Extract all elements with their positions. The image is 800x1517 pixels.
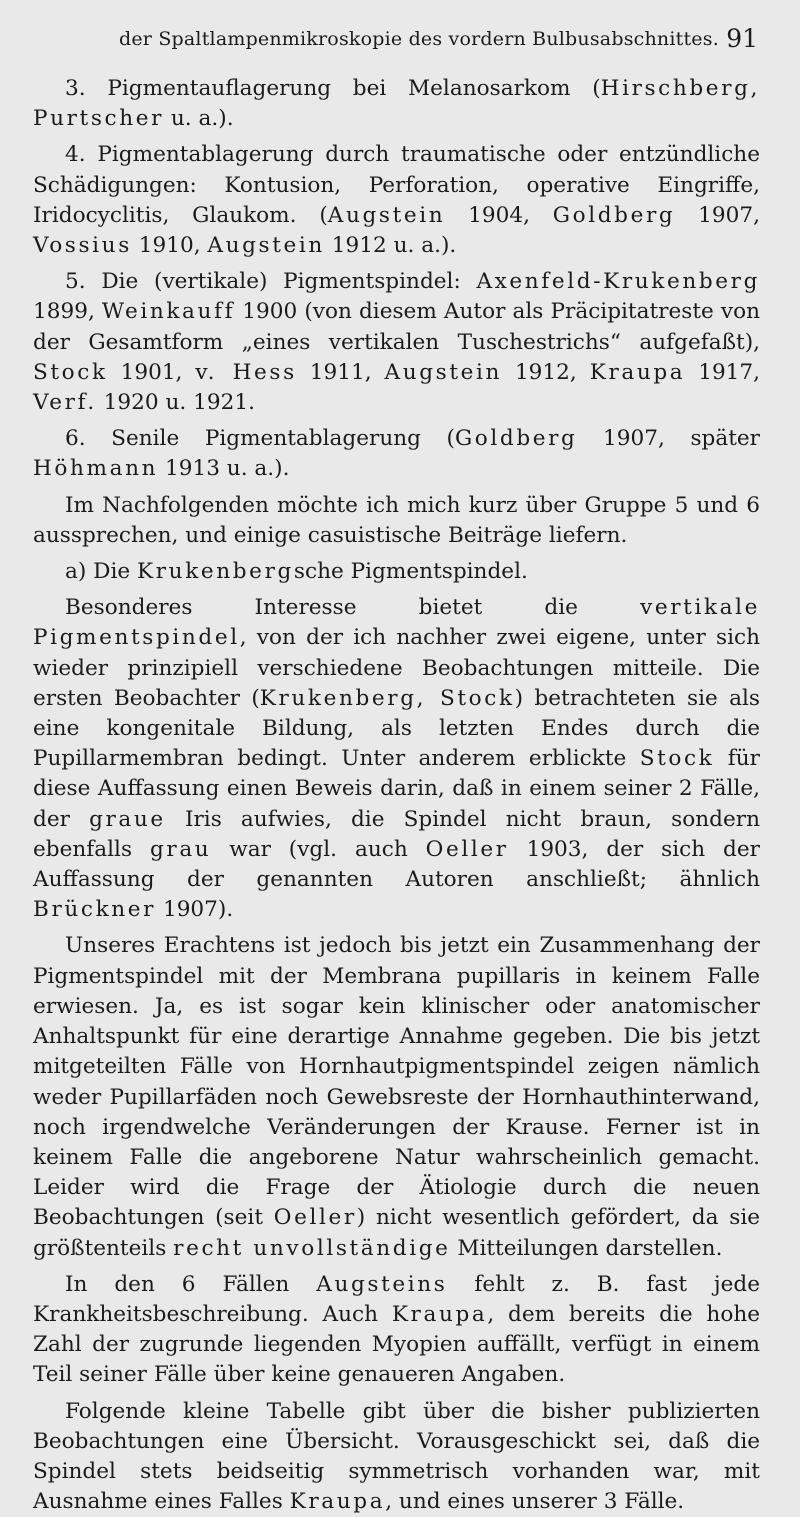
text-run: 1900 (von diesem Autor als Präcipitatreste von der Gesamtform „eines vertikalen Tuschestrichs“ aufgefaßt), — [33, 299, 760, 355]
text-run: 1907, — [675, 202, 760, 228]
text-run: Mitteilungen darstellen. — [450, 1235, 723, 1261]
text-run: ) betrachteten sie als eine kongenitale Bildung, als letzten Endes durch die Pupillarmembran bedingt. Unter anderem erblickte — [33, 685, 760, 772]
running-title: der Spaltlampenmikroskopie des vordern Bulbusabschnittes. — [119, 28, 719, 50]
text-run: 1899, — [33, 299, 102, 325]
text-run: 1912 u. a.). — [324, 233, 457, 259]
spaced-name: Augstein — [327, 202, 446, 228]
text-run: , und eines unserer 3 Fälle. — [385, 1489, 685, 1515]
text-run: 5. Die (vertikale) Pigmentspindel: — [65, 269, 477, 295]
text-run: war (vgl. auch — [211, 836, 426, 862]
text-run: 1907). — [156, 897, 234, 923]
spaced-name: Verf. — [33, 390, 97, 416]
text-run: , dem bereits die hohe Zahl der zugrunde liegenden Myopien auffällt, verfügt in einem Teil seiner Fälle über keine genaueren Angaben. — [33, 1301, 760, 1388]
text-run: Folgende kleine Tabelle gibt über die bisher publizierten Beobachtungen eine Übersicht. Vorausgeschickt sei, daß die Spindel stets beidseitig symmetrisch vorhanden war, mit Ausnahme eines Falles — [33, 1398, 760, 1515]
spaced-name: Goldberg — [454, 426, 578, 452]
text-run: 1913 u. a.). — [158, 456, 290, 482]
paragraph — [33, 140, 760, 261]
page-header — [33, 22, 760, 62]
text-run: ) nicht wesentlich gefördert, da sie größtenteils — [33, 1205, 761, 1261]
text-run: Im Nachfolgenden möchte ich mich kurz über Gruppe 5 und 6 aussprechen, und einige casuistische Beiträge liefern. — [33, 492, 760, 548]
text-run: Unseres Erachtens ist jedoch bis jetzt ein Zusammenhang der Pigmentspindel mit der Membrana pupillaris in keinem Falle erwiesen. Ja, es ist sogar kein klinischer oder anatomischer Anhaltspunkt für eine derartige Annahme gegeben. Die bis jetzt mitgeteilten Fälle von Hornhautpigmentspindel zeigen nämlich weder Pupillarfäden noch Gewebsreste der Hornhauthinterwand, noch irgendwelche Veränderungen der Krause. Ferner ist in keinem Falle die angeborene Natur wahrscheinlich gemacht. Leider wird die Frage der Ätiologie durch die neuen Beobachtungen (seit — [33, 933, 760, 1231]
paragraph — [33, 931, 760, 1263]
spaced-name: recht unvollständige — [173, 1235, 451, 1261]
text-run: 1920 u. 1921. — [96, 390, 255, 416]
paragraph — [33, 1397, 760, 1517]
text-run: 1903, der sich der Auffassung der genannten Autoren anschließt; ähnlich — [33, 836, 760, 893]
spaced-name: Brückner — [33, 897, 157, 923]
text-run: , von der ich nachher zwei eigene, unter sich wieder prinzipiell verschiedene Beobachtungen mitteile. Die ersten Beobachter ( — [33, 625, 760, 711]
spaced-name: Krukenberg — [137, 559, 294, 585]
text-run: für diese Auffassung einen Beweis darin, daß in einem seiner 2 Fälle, der — [33, 746, 760, 832]
spaced-name: Oeller — [425, 836, 509, 862]
spaced-name: Kraupa — [589, 359, 686, 385]
spaced-name: v. Hess — [195, 359, 297, 385]
spaced-name: Kraupa — [391, 1301, 488, 1327]
spaced-name: Vossius — [33, 233, 132, 259]
text-run: fehlt z. B. fast jede Krankheitsbeschreibung. Auch — [33, 1271, 761, 1327]
spaced-name: Krukenberg, Stock — [259, 685, 515, 711]
text-run: sche Pigmentspindel. — [293, 559, 528, 585]
paragraph — [33, 74, 760, 134]
text-run: Iris aufwies, die Spindel nicht braun, sondern ebenfalls — [33, 806, 760, 862]
paragraph — [33, 424, 760, 484]
spaced-name: grau — [149, 836, 212, 862]
spaced-name: Kraupa — [289, 1489, 386, 1515]
text-run: 1904, — [445, 202, 553, 228]
spaced-name: Weinkauff — [101, 299, 236, 325]
text-run: 1907, später — [577, 426, 761, 452]
paragraph — [33, 1270, 760, 1391]
spaced-name: Augsteins — [316, 1271, 448, 1297]
spaced-name: Axenfeld-Krukenberg — [476, 269, 760, 295]
spaced-name: vertikale Pigmentspindel — [33, 595, 760, 651]
text-run: 1901, — [107, 359, 196, 385]
spaced-name: Goldberg — [552, 202, 676, 228]
text-run: a) Die — [65, 559, 138, 585]
text-run: In den 6 Fällen — [65, 1271, 317, 1297]
text-run: 6. Senile Pigmentablagerung ( — [65, 426, 455, 452]
spaced-name: Augstein — [384, 359, 502, 385]
text-run: 1917, — [685, 359, 761, 385]
spaced-name: graue — [89, 806, 166, 832]
text-run: 4. Pigmentablagerung durch traumatische oder entzündliche Schädigungen: Kontusion, Perforation, operative Eingriffe, Iridocyclitis, Glaukom. ( — [33, 142, 760, 228]
text-run: 1912, — [502, 359, 590, 385]
spaced-name: Hirschberg, Purtscher — [33, 76, 760, 132]
text-run: 3. Pigmentauflagerung bei Melanosarkom ( — [65, 76, 601, 101]
spaced-name: Augstein — [207, 233, 325, 259]
body-text — [33, 74, 760, 1517]
spaced-name: Höhmann — [33, 456, 159, 482]
paragraph — [33, 593, 760, 925]
paragraph — [33, 557, 760, 587]
text-run: 1911, — [296, 359, 385, 385]
page-number: 91 — [726, 24, 758, 53]
spaced-name: Oeller — [273, 1205, 357, 1231]
text-run: u. a.). — [164, 106, 234, 132]
spaced-name: Stock — [639, 746, 715, 772]
text-run: Besonderes Interesse bietet die — [65, 595, 641, 621]
paragraph — [33, 267, 760, 418]
text-run: 1910, — [131, 233, 208, 259]
spaced-name: Stock — [33, 359, 108, 385]
paragraph — [33, 491, 760, 551]
